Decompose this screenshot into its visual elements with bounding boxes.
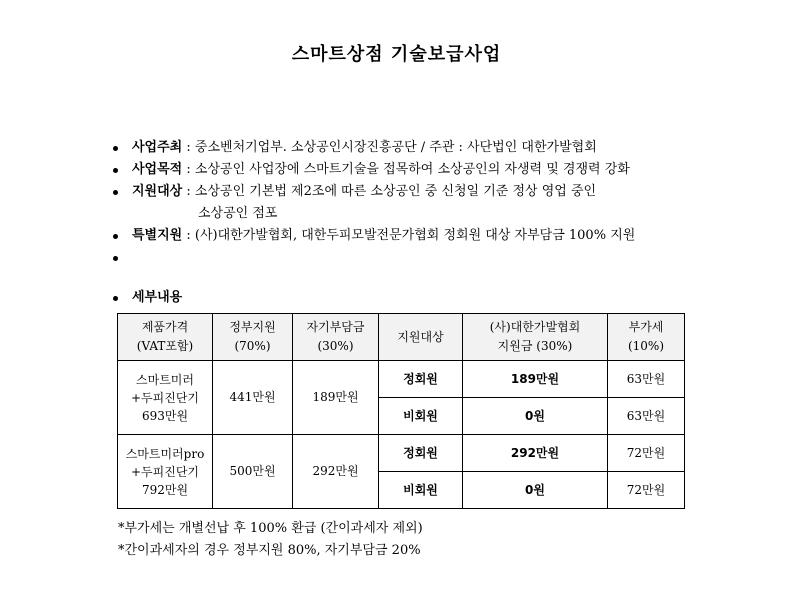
bullet-icon <box>113 190 118 195</box>
assoc-support-cell: 189만원 <box>463 361 608 398</box>
header-gov-support: 정부지원 (70%) <box>213 314 293 361</box>
self-pay-cell: 189만원 <box>293 361 379 435</box>
bullet-icon <box>113 296 118 301</box>
assoc-support-cell: 0원 <box>463 398 608 435</box>
note-vat-refund: *부가세는 개별선납 후 100% 환급 (간이과세자 제외) <box>118 521 423 536</box>
info-label: 사업주최 <box>132 140 183 155</box>
info-item-special: 특별지원 : (사)대한가발협회, 대한두피모발전문가협회 정회원 대상 자부담금 100% 지원 <box>110 225 635 247</box>
info-label: 지원대상 <box>132 184 183 199</box>
assoc-support-cell: 0원 <box>463 472 608 509</box>
detail-table <box>117 313 685 509</box>
info-item-host: 사업주최 : 중소벤처기업부. 소상공인시장진흥공단 / 주관 : 사단법인 대한가발협회 <box>110 137 635 159</box>
bullet-icon <box>113 146 118 151</box>
info-label: 사업목적 <box>132 162 183 177</box>
gov-support-cell: 500만원 <box>213 435 293 509</box>
table-row <box>118 435 685 472</box>
header-assoc-support: (사)대한가발협회 지원금 (30%) <box>463 314 608 361</box>
header-price: 제품가격 (VAT포함) <box>118 314 213 361</box>
info-item-target: 지원대상 : 소상공인 기본법 제2조에 따른 소상공인 중 신청일 기준 정상 영업 중인 소상공인 점포 <box>110 181 635 225</box>
bullet-icon <box>113 256 118 261</box>
assoc-support-cell: 292만원 <box>463 435 608 472</box>
target-cell: 비회원 <box>379 472 463 509</box>
info-text: (사)대한가발협회, 대한두피모발전문가협회 정회원 대상 자부담금 100% 지원 <box>194 228 636 243</box>
info-list <box>110 137 635 247</box>
info-item-purpose: 사업목적 : 소상공인 사업장에 스마트기술을 접목하여 소상공인의 자생력 및 경쟁력 강화 <box>110 159 635 181</box>
gov-support-cell: 441만원 <box>213 361 293 435</box>
target-cell: 정회원 <box>379 435 463 472</box>
vat-cell: 72만원 <box>608 435 685 472</box>
vat-cell: 63만원 <box>608 361 685 398</box>
notes <box>118 518 423 562</box>
header-self-pay: 자기부담금 (30%) <box>293 314 379 361</box>
info-label: 특별지원 <box>132 228 183 243</box>
self-pay-cell: 292만원 <box>293 435 379 509</box>
info-text: 소상공인 기본법 제2조에 따른 소상공인 중 신청일 기준 정상 영업 중인 <box>194 184 597 199</box>
info-text: 중소벤처기업부. 소상공인시장진흥공단 / 주관 : 사단법인 대한가발협회 <box>194 140 597 155</box>
product-cell: 스마트미러pro +두피진단기 792만원 <box>118 435 213 509</box>
info-text-continued: 소상공인 점포 <box>198 206 278 221</box>
section-heading <box>110 287 182 309</box>
product-cell: 스마트미러 +두피진단기 693만원 <box>118 361 213 435</box>
vat-cell: 72만원 <box>608 472 685 509</box>
vat-cell: 63만원 <box>608 398 685 435</box>
header-vat: 부가세 (10%) <box>608 314 685 361</box>
bullet-icon <box>113 168 118 173</box>
table-row <box>118 361 685 398</box>
note-simplified-tax: *간이과세자의 경우 정부지원 80%, 자기부담금 20% <box>118 543 421 558</box>
target-cell: 비회원 <box>379 398 463 435</box>
table-header-row <box>118 314 685 361</box>
section-title: 세부내용 <box>132 290 183 305</box>
info-text: 소상공인 사업장에 스마트기술을 접목하여 소상공인의 자생력 및 경쟁력 강화 <box>194 162 630 177</box>
target-cell: 정회원 <box>379 361 463 398</box>
header-target: 지원대상 <box>379 314 463 361</box>
bullet-icon <box>113 234 118 239</box>
page-title: 스마트상점 기술보급사업 <box>291 44 502 65</box>
